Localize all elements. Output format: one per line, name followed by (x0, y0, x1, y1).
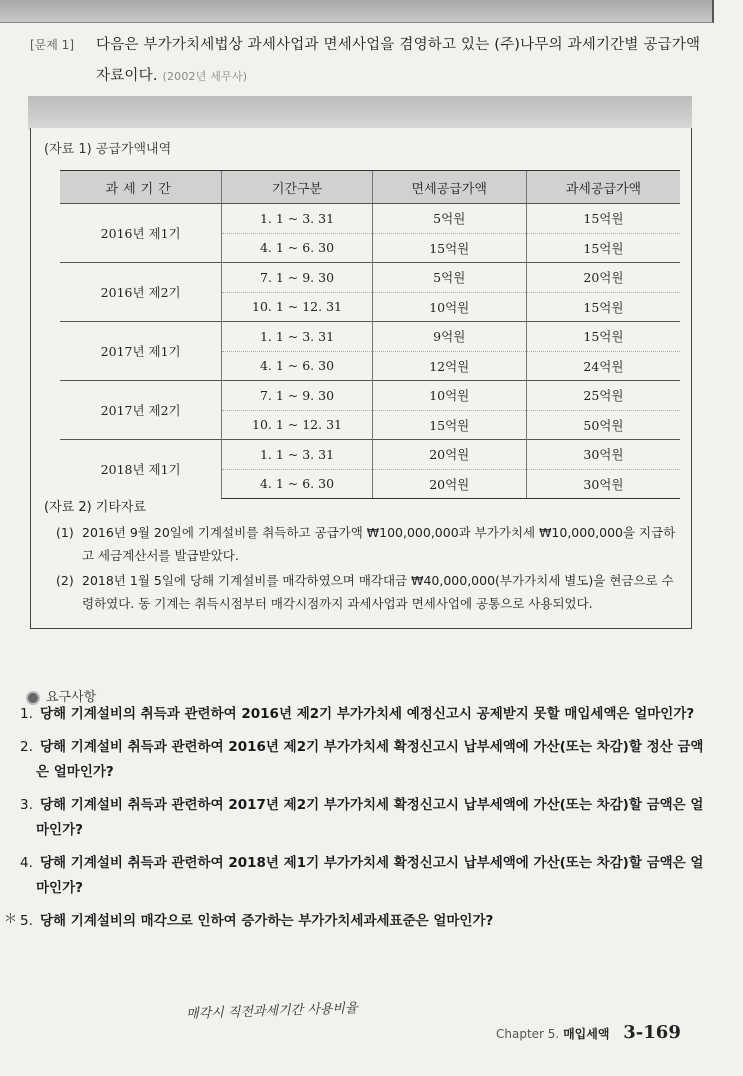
taxable-cell: 15억원 (526, 233, 680, 263)
period-cell: 1. 1 ~ 3. 31 (222, 440, 372, 470)
table-row (60, 440, 680, 470)
header-exempt: 면세공급가액 (372, 171, 526, 204)
taxable-cell: 15억원 (526, 204, 680, 234)
period-cell: 7. 1 ~ 9. 30 (222, 381, 372, 411)
requirement-text: 당해 기계설비 취득과 관련하여 2018년 제1기 부가가치세 확정신고시 납부세액에 가산(또는 차감)할 금액은 얼마인가? (36, 855, 704, 896)
chapter-title: 매입세액 (563, 1027, 610, 1041)
requirements-heading-text: 요구사항 (46, 690, 97, 705)
exempt-cell: 20억원 (372, 469, 526, 499)
note-number: (1) (56, 525, 74, 540)
requirement-text: 당해 기계설비 취득과 관련하여 2016년 제2기 부가가치세 확정신고시 납부세액에 가산(또는 차감)할 정산 금액은 얼마인가? (36, 739, 704, 780)
exempt-cell: 10억원 (372, 292, 526, 322)
taxable-cell: 30억원 (526, 440, 680, 470)
data2-section (44, 496, 680, 617)
top-header-band (0, 0, 714, 23)
requirement-item (20, 702, 710, 727)
term-cell: 2016년 제1기 (60, 204, 222, 263)
taxable-cell: 15억원 (526, 322, 680, 352)
requirement-item (4, 909, 710, 934)
taxable-cell: 30억원 (526, 469, 680, 499)
taxable-cell: 20억원 (526, 263, 680, 293)
note-number: (2) (56, 573, 74, 588)
data1-title: (자료 1) 공급가액내역 (44, 142, 172, 157)
exempt-cell: 15억원 (372, 233, 526, 263)
period-cell: 1. 1 ~ 3. 31 (222, 322, 372, 352)
data-box-header (28, 96, 692, 130)
exempt-cell: 20억원 (372, 440, 526, 470)
requirement-number: 1. (20, 706, 33, 722)
header-period: 기간구분 (222, 171, 372, 204)
requirement-number: 5. (20, 913, 33, 929)
requirement-text: 당해 기계설비의 매각으로 인하여 증가하는 부가가치세과세표준은 얼마인가? (40, 913, 494, 929)
table-header-row (60, 171, 680, 204)
requirements-list (4, 702, 710, 942)
period-cell: 10. 1 ~ 12. 31 (222, 292, 372, 322)
requirement-number: 3. (20, 797, 33, 813)
period-cell: 4. 1 ~ 6. 30 (222, 469, 372, 499)
period-cell: 1. 1 ~ 3. 31 (222, 204, 372, 234)
term-cell: 2017년 제2기 (60, 381, 222, 440)
chapter-label: Chapter 5. (496, 1027, 560, 1041)
table-row (60, 322, 680, 352)
requirement-number: 2. (20, 739, 33, 755)
taxable-cell: 50억원 (526, 410, 680, 440)
table-row (60, 263, 680, 293)
exempt-cell: 15억원 (372, 410, 526, 440)
header-term: 과세기간 (60, 171, 222, 204)
period-cell: 7. 1 ~ 9. 30 (222, 263, 372, 293)
requirement-item (20, 851, 710, 901)
supply-amount-table (60, 170, 680, 499)
star-mark: ＊ (4, 912, 18, 927)
exempt-cell: 9억원 (372, 322, 526, 352)
period-cell: 4. 1 ~ 6. 30 (222, 233, 372, 263)
term-cell: 2016년 제2기 (60, 263, 222, 322)
header-taxable: 과세공급가액 (526, 171, 680, 204)
requirement-text: 당해 기계설비 취득과 관련하여 2017년 제2기 부가가치세 확정신고시 납부세액에 가산(또는 차감)할 금액은 얼마인가? (36, 797, 704, 838)
term-cell: 2017년 제1기 (60, 322, 222, 381)
table-row (60, 204, 680, 234)
problem-label: [문제 1] (30, 38, 74, 52)
requirement-number: 4. (20, 855, 33, 871)
taxable-cell: 15억원 (526, 292, 680, 322)
handwritten-note: 매각시 직전과세기간 사용비율 (185, 1001, 358, 1022)
exempt-cell: 10억원 (372, 381, 526, 411)
term-cell: 2018년 제1기 (60, 440, 222, 499)
note-text: 2016년 9월 20일에 기계설비를 취득하고 공급가액 ₩100,000,000과 부가가치세 ₩10,000,000을 지급하고 세금계산서를 발급받았다. (82, 525, 676, 563)
problem-statement (96, 30, 706, 92)
note-item (44, 521, 680, 567)
page-number: 3-169 (623, 1022, 681, 1043)
problem-source: (2002년 세무사) (162, 70, 248, 83)
table-row (60, 381, 680, 411)
requirement-item (20, 735, 710, 785)
note-item (44, 569, 680, 615)
requirement-text: 당해 기계설비의 취득과 관련하여 2016년 제2기 부가가치세 예정신고시 공제받지 못할 매입세액은 얼마인가? (40, 706, 695, 722)
taxable-cell: 24억원 (526, 351, 680, 381)
requirement-item (20, 793, 710, 843)
data2-title: (자료 2) 기타자료 (44, 500, 147, 515)
page-footer (496, 1022, 681, 1043)
problem-text: 다음은 부가가치세법상 과세사업과 면세사업을 겸영하고 있는 (주)나무의 과세기간별 공급가액 자료이다. (96, 37, 701, 84)
exempt-cell: 5억원 (372, 263, 526, 293)
period-cell: 4. 1 ~ 6. 30 (222, 351, 372, 381)
period-cell: 10. 1 ~ 12. 31 (222, 410, 372, 440)
taxable-cell: 25억원 (526, 381, 680, 411)
exempt-cell: 5억원 (372, 204, 526, 234)
note-text: 2018년 1월 5일에 당해 기계설비를 매각하였으며 매각대금 ₩40,000,000(부가가치세 별도)을 현금으로 수령하였다. 동 기계는 취득시점부터 매각시점까지 과세사업과 면세사업에 공통으로 사용되었다. (82, 573, 674, 611)
exempt-cell: 12억원 (372, 351, 526, 381)
